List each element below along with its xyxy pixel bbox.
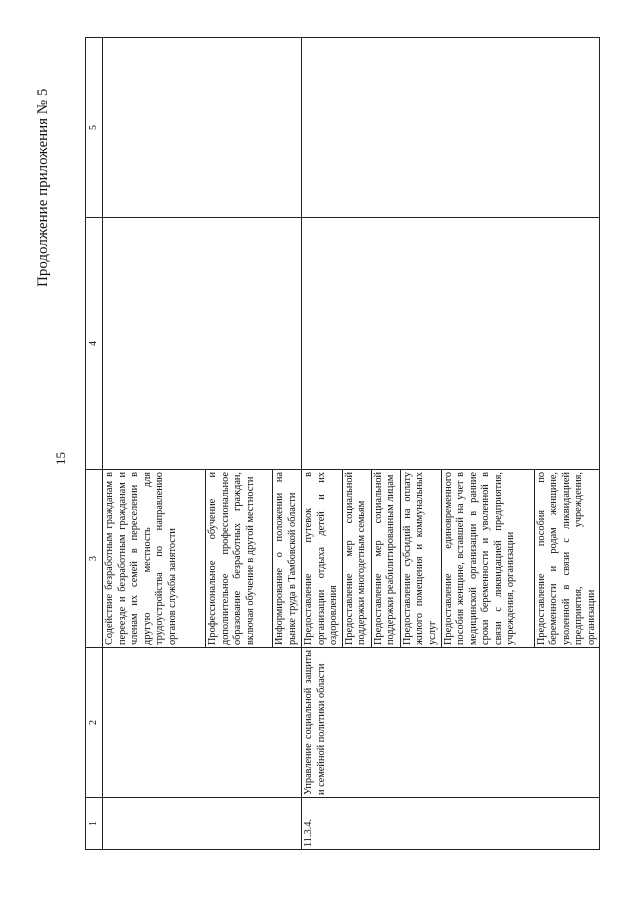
service-cell: Профессиональное обучение и дополнительное профессиональное образование безработных граждан, включая обучение в другой местности — [206, 470, 273, 648]
table-row — [103, 38, 206, 850]
col-2-header: 2 — [86, 648, 103, 798]
service-cell: Предоставление единовременного пособия женщине, вставшей на учет в медицинской организации в ранние сроки беременности и уволенной в связи с ликвидацией предприятия, учреждения, организации — [441, 470, 534, 648]
page-number-text: 15 — [53, 452, 68, 465]
col-4-header: 4 — [86, 218, 103, 470]
col-3-header: 3 — [86, 470, 103, 648]
col-1-header: 1 — [86, 798, 103, 850]
service-cell: Предоставление путевок в организации отдыха детей и их оздоровления — [302, 470, 343, 648]
service-cell: Предоставление субсидий на оплату жилого помещения и коммунальных услуг — [400, 470, 441, 648]
col-5-header: 5 — [86, 38, 103, 218]
services-table — [85, 37, 600, 850]
service-cell: Информирование о положении на рынке труда в Тамбовской области — [273, 470, 302, 648]
section-number: 11.3.4. — [302, 798, 600, 850]
table-row — [302, 38, 343, 850]
continuation-header — [22, 40, 62, 300]
service-cell: Предоставление пособия по беременности и родам женщине, уволенной в связи с ликвидацией предприятия, учреждения, организации — [534, 470, 600, 648]
section-name: Управление социальной защиты и семейной политики области — [302, 648, 600, 798]
service-cell: Предоставление мер социальной поддержки реабилитированным лицам — [371, 470, 400, 648]
rotated-table-wrapper — [85, 40, 597, 850]
service-cell: Содействие безработным гражданам в переезде и безработным гражданам и членам их семей в переселении в другую местность для трудоустройства по направлению органов службы занятости — [103, 470, 206, 648]
page-number — [52, 442, 70, 468]
service-cell: Предоставление мер социальной поддержки многодетным семьям — [342, 470, 371, 648]
continuation-text: Продолжение приложения № 5 — [35, 88, 51, 287]
header-row — [86, 38, 103, 850]
